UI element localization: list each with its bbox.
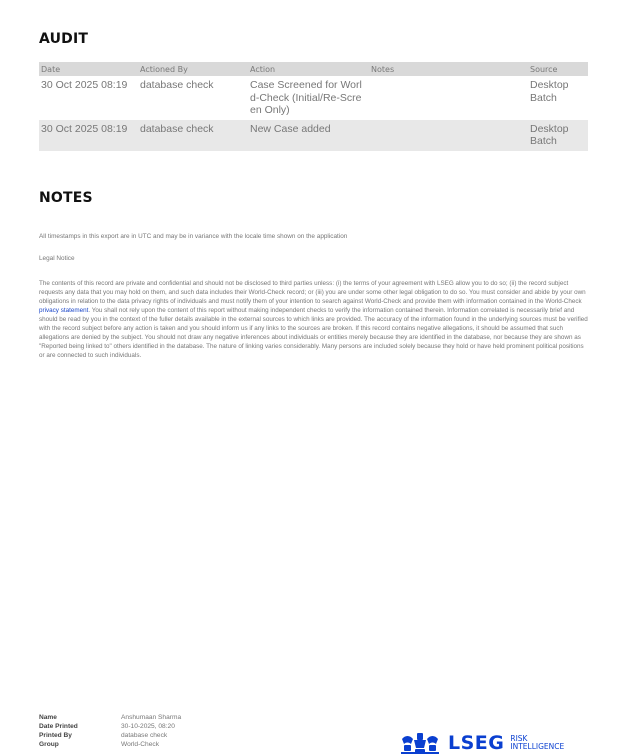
- table-row: [39, 76, 588, 120]
- lseg-crest-icon: [400, 731, 440, 755]
- printed-by-label: Printed By: [39, 732, 72, 739]
- legal-notice-text: [39, 279, 588, 360]
- logo-tagline: [510, 735, 564, 751]
- name-value: Anshumaan Sharma: [121, 714, 182, 721]
- legal-notice-label: Legal Notice: [39, 255, 75, 262]
- timestamp-note: All timestamps in this export are in UTC and may be in variance with the locale time shown on the application: [39, 233, 348, 240]
- audit-heading: AUDIT: [39, 31, 89, 47]
- logo-tagline-intelligence: INTELLIGENCE: [510, 742, 565, 751]
- cell-source: Desktop Batch: [528, 120, 588, 151]
- name-label: Name: [39, 714, 57, 721]
- cell-action: New Case added: [248, 120, 369, 151]
- logo-tagline-risk: RISK: [510, 734, 528, 743]
- printed-by-value: database check: [121, 732, 168, 739]
- cell-source: Desktop Batch: [530, 79, 569, 104]
- table-row: [39, 120, 588, 151]
- cell-date: 30 Oct 2025 08:19: [41, 79, 128, 91]
- cell-actioned-by: database check: [140, 79, 214, 91]
- col-action: Action: [248, 62, 369, 76]
- print-info: [39, 713, 181, 749]
- group-value: World-Check: [121, 741, 159, 748]
- lseg-wordmark: LSEG: [448, 732, 505, 754]
- date-printed-value: 30-10-2025, 08:20: [121, 723, 175, 730]
- privacy-statement-link[interactable]: privacy statement: [39, 307, 89, 314]
- cell-date: 30 Oct 2025 08:19: [39, 120, 138, 151]
- legal-text-part-2: . You shall not rely upon the content of this report without making independent checks to verify the information contained therein. Information correlated is necessarily brief and should be read by you in the context of the fuller details available in the external sources to which links are provided. The accuracy of the information found in the underlying sources must be verified with the record subject before any action is taken and you should inform us if any links to the sources are broken. If this record contains negative allegations, it should be assumed that such allegations are denied by the subject. You should not draw any negative inferences about individuals or entities merely because they are identified in the database, nor because they are shown as "Reported being linked to" others identified in the database. The nature of linking varies considerably. Many persons are included solely because they hold or have held prominent political positions or are connected to such individuals.: [39, 307, 588, 359]
- audit-header-row: [39, 62, 588, 76]
- cell-notes: [369, 76, 528, 120]
- notes-heading: NOTES: [39, 190, 93, 206]
- date-printed-label: Date Printed: [39, 723, 78, 730]
- cell-notes: [369, 120, 528, 151]
- col-date: Date: [39, 62, 138, 76]
- col-actioned-by: Actioned By: [138, 62, 248, 76]
- legal-text-part-1: The contents of this record are private and confidential and should not be disclosed to third parties unless: (i) the terms of your agreement with LSEG allow you to do so; (ii) the record subject requests any data that you may hold on them, and such data includes their World-Check record; or (iii) you are under some other legal obligation to do so. You must consider and abide by your own obligations in relation to the data privacy rights of individuals and must notify them of your intention to search against World-Check and provide them with information contained in the World-Check: [39, 280, 586, 305]
- col-source: Source: [528, 62, 588, 76]
- cell-actioned-by: database check: [138, 120, 248, 151]
- group-label: Group: [39, 741, 59, 748]
- col-notes: Notes: [369, 62, 528, 76]
- cell-action: Case Screened for World-Check (Initial/Re-Screen Only): [250, 79, 362, 116]
- lseg-logo: [400, 730, 580, 756]
- audit-table: [39, 62, 588, 151]
